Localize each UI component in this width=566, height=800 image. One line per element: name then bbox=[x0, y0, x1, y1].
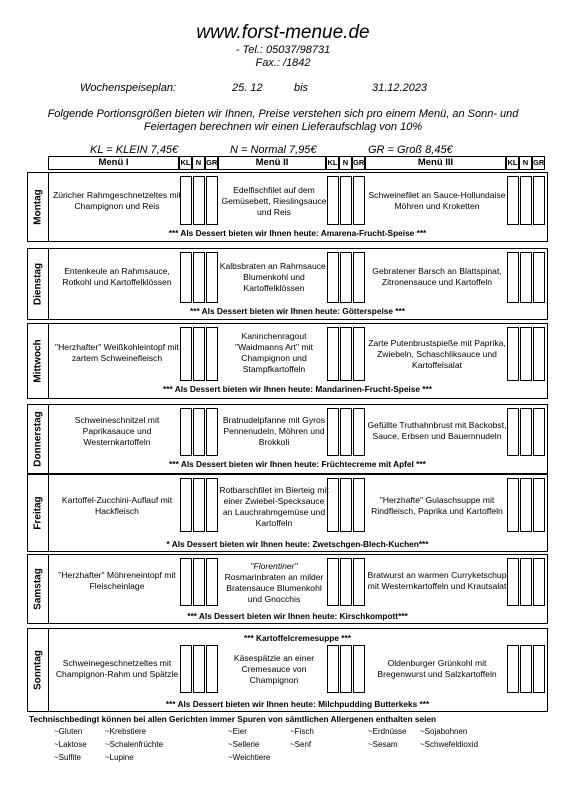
menu2-dish-text: Rosmarinbraten an milder Bratensauce Blumenkohl und Gnocchis bbox=[224, 572, 324, 604]
order-box-kl[interactable] bbox=[180, 645, 192, 693]
week-from: 25. 12 bbox=[232, 82, 263, 94]
order-box-n[interactable] bbox=[193, 176, 205, 225]
allergen-item: ~Sojabohnen bbox=[420, 727, 468, 736]
header-gr-1: GR bbox=[205, 156, 218, 170]
order-box-n[interactable] bbox=[520, 327, 532, 381]
order-box-gr[interactable] bbox=[206, 478, 218, 532]
header-n-1: N bbox=[192, 156, 205, 170]
allergen-item: ~Krebstiere bbox=[105, 727, 147, 736]
dessert-text: *** Als Dessert bieten wir Ihnen heute: Götterspeise *** bbox=[189, 306, 405, 316]
order-box-gr[interactable] bbox=[353, 478, 365, 532]
order-box-n[interactable] bbox=[520, 176, 532, 225]
allergen-item: ~Schalenfrüchte bbox=[105, 740, 164, 749]
menu1-dish: "Herzhafter" Möhreneintopf mit Fleischeinlage bbox=[58, 570, 176, 591]
order-box-n[interactable] bbox=[193, 478, 205, 532]
order-box-n[interactable] bbox=[340, 645, 352, 693]
day-label: Donnerstag bbox=[28, 405, 49, 473]
menu3-dish: Bratwurst an warmen Curryketschup mit Westernkartoffeln und Krautsalat bbox=[367, 570, 507, 591]
dessert-text: * Als Dessert bieten wir Ihnen heute: Zwetschgen-Blech-Kuchen*** bbox=[166, 539, 429, 549]
header-n-2: N bbox=[339, 156, 352, 170]
order-box-n[interactable] bbox=[340, 478, 352, 532]
order-box-gr[interactable] bbox=[533, 645, 545, 693]
menu2-dish: Bratnudelpfanne mit Gyros Pennenudeln, Möhren und Brokkoli bbox=[222, 414, 326, 447]
order-box-n[interactable] bbox=[193, 558, 205, 606]
menu3-dish: Schweinefilet an Sauce-Hollundaise Möhren und Kroketten bbox=[368, 190, 506, 211]
size-kl: KL = KLEIN 7,45€ bbox=[90, 144, 179, 156]
order-box-kl[interactable] bbox=[180, 478, 192, 532]
telephone: - Tel.: 05037/98731 bbox=[235, 44, 331, 56]
allergen-item: ~Sesam bbox=[368, 740, 398, 749]
day-label: Mittwoch bbox=[28, 324, 49, 398]
order-box-kl[interactable] bbox=[327, 327, 339, 381]
dessert-text: *** Als Dessert bieten wir Ihnen heute: Milchpudding Butterkeks *** bbox=[165, 699, 430, 709]
order-box-gr[interactable] bbox=[353, 645, 365, 693]
size-gr: GR = Groß 8,45€ bbox=[368, 144, 453, 156]
website-title: www.forst-menue.de bbox=[196, 22, 370, 43]
menu1-dish: Schweinegeschnetzeltes mit Champignon-Rahm und Spätzle bbox=[55, 658, 179, 679]
order-box-gr[interactable] bbox=[533, 558, 545, 606]
order-box-gr[interactable] bbox=[533, 478, 545, 532]
order-box-kl[interactable] bbox=[327, 645, 339, 693]
order-box-gr[interactable] bbox=[533, 327, 545, 381]
day-block-donnerstag bbox=[27, 404, 548, 474]
allergen-item: ~Erdnüsse bbox=[368, 727, 407, 736]
allergen-notice: Technischbedingt können bei allen Gerichten immer Spuren von sämtlichen Allergenen enthalten seien bbox=[29, 714, 437, 724]
order-box-n[interactable] bbox=[193, 408, 205, 456]
menu2-dish: Rotbarschfilet im Bierteig mit einer Zwiebel-Specksauce an Lauchrahmgemüse und Kartoffeln bbox=[219, 485, 329, 528]
header-gr-3: GR bbox=[532, 156, 545, 170]
order-box-kl[interactable] bbox=[180, 252, 192, 303]
day-label: Sonntag bbox=[28, 629, 49, 711]
order-box-n[interactable] bbox=[340, 327, 352, 381]
allergen-item: ~Sellerie bbox=[228, 740, 260, 749]
order-box-kl[interactable] bbox=[327, 252, 339, 303]
menu1-dish: Kartoffel-Zucchini-Auflauf mit Hackfleisch bbox=[61, 495, 173, 516]
menu3-dish: Oldenburger Grünkohl mit Bregenwurst und Salzkartoffeln bbox=[377, 658, 497, 679]
week-label: Wochenspeiseplan: bbox=[80, 82, 177, 94]
order-box-kl[interactable] bbox=[507, 252, 519, 303]
order-box-n[interactable] bbox=[340, 408, 352, 456]
order-box-kl[interactable] bbox=[507, 558, 519, 606]
order-box-kl[interactable] bbox=[180, 558, 192, 606]
header-kl-3: KL bbox=[506, 156, 519, 170]
header-kl-1: KL bbox=[179, 156, 192, 170]
week-to: 31.12.2023 bbox=[372, 82, 428, 94]
day-label: Dienstag bbox=[28, 249, 49, 319]
menu2-dish-prefix: "Florentiner" bbox=[250, 561, 298, 571]
order-box-n[interactable] bbox=[520, 408, 532, 456]
allergen-item: ~Eier bbox=[228, 727, 247, 736]
order-box-gr[interactable] bbox=[206, 558, 218, 606]
menu1-dish: Schweineschnitzel mit Paprikasauce und Westernkartoffeln bbox=[74, 414, 160, 447]
order-box-gr[interactable] bbox=[353, 558, 365, 606]
order-box-gr[interactable] bbox=[353, 408, 365, 456]
order-box-kl[interactable] bbox=[327, 478, 339, 532]
menu3-dish: "Herzhafte" Gulaschsuppe mit Rindfleisch, Paprika und Kartoffeln bbox=[371, 495, 503, 516]
dessert-text: *** Als Dessert bieten wir Ihnen heute: Mandarinen-Frucht-Speise *** bbox=[163, 384, 432, 394]
order-box-n[interactable] bbox=[340, 176, 352, 225]
day-block-mittwoch bbox=[27, 323, 548, 399]
order-box-n[interactable] bbox=[340, 558, 352, 606]
menu3-dish: Zarte Putenbrustspieße mit Paprika, Zwiebeln, Schaschliksauce und Kartoffelsalat bbox=[368, 337, 506, 370]
order-box-kl[interactable] bbox=[180, 176, 192, 225]
header-gr-2: GR bbox=[352, 156, 365, 170]
order-box-gr[interactable] bbox=[206, 645, 218, 693]
header-n-3: N bbox=[519, 156, 532, 170]
menu1-dish: Entenkeule an Rahmsauce, Rotkohl und Kartoffelklössen bbox=[62, 266, 172, 287]
header-kl-2: KL bbox=[326, 156, 339, 170]
order-box-kl[interactable] bbox=[507, 478, 519, 532]
header-menu2: Menü II bbox=[218, 156, 326, 170]
intro-text: Folgende Portionsgrößen bieten wir Ihnen, Preise verstehen sich pro einem Menü, an Sonn- und Feiertagen berechnen wir einen Lieferaufschlag von 10% bbox=[47, 108, 519, 133]
day-block-montag bbox=[27, 172, 548, 242]
order-box-n[interactable] bbox=[520, 478, 532, 532]
day-block-freitag bbox=[27, 474, 548, 552]
allergen-item: ~Weichtiere bbox=[228, 753, 271, 762]
menu2-dish: Edelfischfilet auf dem Gemüsebett, Rieslingsauce und Reis bbox=[221, 184, 327, 217]
day-block-dienstag bbox=[27, 248, 548, 320]
order-box-n[interactable] bbox=[193, 252, 205, 303]
allergen-item: ~Schwefeldioxid bbox=[420, 740, 479, 749]
allergen-item: ~Laktose bbox=[54, 740, 87, 749]
menu1-dish: "Herzhafter" Weißkohleintopf mit zartem Schweinefleisch bbox=[55, 342, 179, 363]
order-box-n[interactable] bbox=[520, 252, 532, 303]
order-box-kl[interactable] bbox=[507, 327, 519, 381]
day-label: Montag bbox=[28, 173, 49, 241]
order-box-gr[interactable] bbox=[206, 252, 218, 303]
order-box-kl[interactable] bbox=[180, 327, 192, 381]
allergen-item: ~Lupine bbox=[105, 753, 134, 762]
dessert-text: *** Als Dessert bieten wir Ihnen heute: Amarena-Frucht-Speise *** bbox=[168, 228, 427, 238]
day-label: Freitag bbox=[28, 475, 49, 551]
order-box-gr[interactable] bbox=[353, 327, 365, 381]
order-box-kl[interactable] bbox=[327, 408, 339, 456]
allergen-item: ~Senf bbox=[290, 740, 312, 749]
menu1-dish: Züricher Rahmgeschnetzeltes mit Champignon und Reis bbox=[53, 190, 181, 211]
day-block-samstag bbox=[27, 554, 548, 624]
order-box-kl[interactable] bbox=[180, 408, 192, 456]
menu2-dish: Kaninchenragout "Waidmanns Art" mit Champignon und Stampfkartoffeln bbox=[235, 331, 313, 374]
dessert-text: *** Als Dessert bieten wir Ihnen heute: Kirschkompott*** bbox=[187, 611, 408, 621]
sunday-soup: *** Kartoffelcremesuppe *** bbox=[244, 633, 351, 643]
order-box-n[interactable] bbox=[340, 252, 352, 303]
order-box-gr[interactable] bbox=[533, 176, 545, 225]
order-box-kl[interactable] bbox=[507, 408, 519, 456]
size-n: N = Normal 7,95€ bbox=[230, 144, 317, 156]
order-box-kl[interactable] bbox=[327, 558, 339, 606]
fax: Fax.: /1842 bbox=[255, 57, 311, 69]
order-box-gr[interactable] bbox=[533, 252, 545, 303]
order-box-n[interactable] bbox=[193, 327, 205, 381]
order-box-gr[interactable] bbox=[206, 327, 218, 381]
order-box-kl[interactable] bbox=[507, 645, 519, 693]
header-menu1: Menü I bbox=[48, 156, 179, 170]
allergen-item: ~Gluten bbox=[54, 727, 83, 736]
menu3-dish: Gebratener Barsch an Blattspinat, Zitronensauce und Kartoffeln bbox=[372, 266, 502, 287]
menu3-dish: Gefüllte Truthahnbrust mit Backobst, Sauce, Erbsen und Bauernnudeln bbox=[367, 420, 507, 441]
order-box-gr[interactable] bbox=[206, 408, 218, 456]
week-bis: bis bbox=[294, 82, 309, 94]
menu2-dish: Kalbsbraten an Rahmsauce, Blumenkohl und Kartoffelklössen bbox=[219, 260, 329, 293]
order-box-kl[interactable] bbox=[327, 176, 339, 225]
menu2-dish: Käsespätzle an einer Cremesauce von Champignon bbox=[233, 652, 315, 685]
day-block-sonntag bbox=[27, 628, 548, 712]
order-box-gr[interactable] bbox=[353, 252, 365, 303]
dessert-text: *** Als Dessert bieten wir Ihnen heute: Früchtecreme mit Apfel *** bbox=[169, 459, 426, 469]
allergen-item: ~Sulfite bbox=[54, 753, 81, 762]
order-box-n[interactable] bbox=[520, 558, 532, 606]
order-box-gr[interactable] bbox=[353, 176, 365, 225]
order-box-kl[interactable] bbox=[507, 176, 519, 225]
header-menu3: Menü III bbox=[365, 156, 506, 170]
day-label: Samstag bbox=[28, 555, 49, 623]
order-box-gr[interactable] bbox=[533, 408, 545, 456]
menu2-dish bbox=[219, 557, 329, 609]
allergen-item: ~Fisch bbox=[290, 727, 314, 736]
order-box-n[interactable] bbox=[193, 645, 205, 693]
order-box-n[interactable] bbox=[520, 645, 532, 693]
order-box-gr[interactable] bbox=[206, 176, 218, 225]
